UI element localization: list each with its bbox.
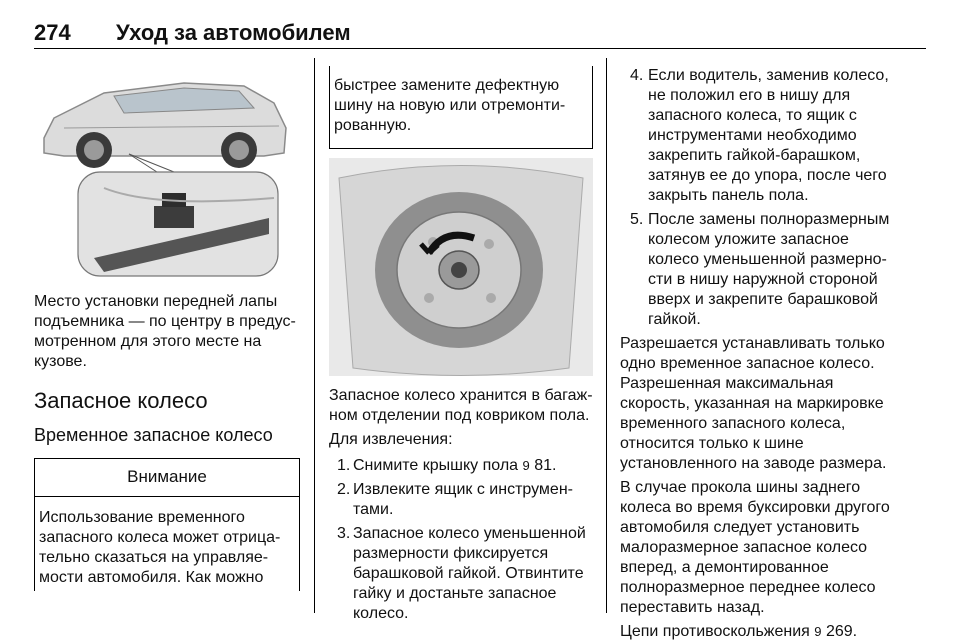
figure-caption: Место установки передней лапы подъемника — по центру в предусмотренном для этого месте на кузове. xyxy=(34,293,296,370)
warning-box xyxy=(34,458,300,591)
warning-box-continued xyxy=(329,66,593,149)
list-item: 1. Снимите крышку пола 9 81. xyxy=(337,457,557,474)
column-2 xyxy=(329,66,593,628)
page-number: 274 xyxy=(34,20,71,45)
subsection-heading-temporary-spare: Временное запасное колесо xyxy=(34,425,273,445)
column-divider-1 xyxy=(314,58,315,613)
spare-wheel-illustration xyxy=(329,158,593,376)
page-ref-link[interactable]: 269. xyxy=(825,623,858,640)
column-1 xyxy=(34,58,300,591)
header-rule xyxy=(34,48,926,49)
towing-paragraph: В случае прокола шины заднего колеса во время буксировки другого автомобиля следует установить малоразмерное запасное колесо вперед, а демонтированное полноразмерное переднее колесо переставить назад. xyxy=(620,479,890,616)
warning-continued-text: быстрее замените дефектную шину на новую или отремонтированную. xyxy=(334,77,566,134)
spare-wheel-figure xyxy=(329,158,593,376)
page-ref-link[interactable]: 81. xyxy=(534,457,557,474)
page-header xyxy=(34,20,926,50)
car-jack-figure xyxy=(34,58,300,278)
list-item: 4. Если водитель, заменив колесо, не положил его в нишу для запасного колеса, то ящик с инструментами необходимо закрепить гайкой-барашком, затянув ее до упора, после чего закрыть панель пола. xyxy=(630,67,889,204)
list-item: 3. Запасное колесо уменьшенной размерности фиксируется барашковой гайкой. Отвинтите гайку и достаньте запасное колесо. xyxy=(337,525,586,622)
warning-title: Внимание xyxy=(35,458,299,497)
removal-intro: Для извлечения: xyxy=(329,431,453,448)
speed-limit-paragraph: Разрешается устанавливать только одно временное запасное колесо. Разрешенная максимальная скорость, указанная на маркировке временного запасного колеса, относится только к шине установленного на заводе размера. xyxy=(620,335,887,472)
page-ref-icon: 9 xyxy=(814,624,822,639)
list-item: 5. После замены полноразмерным колесом уложите запасное колесо уменьшенной размерности в нишу наружной стороной вверх и закрепите барашковой гайкой. xyxy=(630,211,890,328)
storage-paragraph: Запасное колесо хранится в багажном отделении под ковриком пола. xyxy=(329,387,593,424)
car-jack-illustration xyxy=(34,58,300,278)
section-heading-spare-wheel: Запасное колесо xyxy=(34,388,208,413)
list-item: 2. Извлеките ящик с инструментами. xyxy=(337,481,573,518)
column-divider-2 xyxy=(606,58,607,613)
page-ref-icon: 9 xyxy=(522,458,530,473)
removal-steps xyxy=(329,456,593,624)
warning-text: Использование временного запасного колеса может отрицательно сказаться на управляемости автомобиля. Как можно xyxy=(39,509,281,586)
snow-chains-paragraph: Цепи противоскольжения 9 269. xyxy=(620,623,858,640)
column-3 xyxy=(620,66,890,642)
page-title: Уход за автомобилем xyxy=(116,20,351,45)
removal-steps-continued xyxy=(620,66,890,330)
